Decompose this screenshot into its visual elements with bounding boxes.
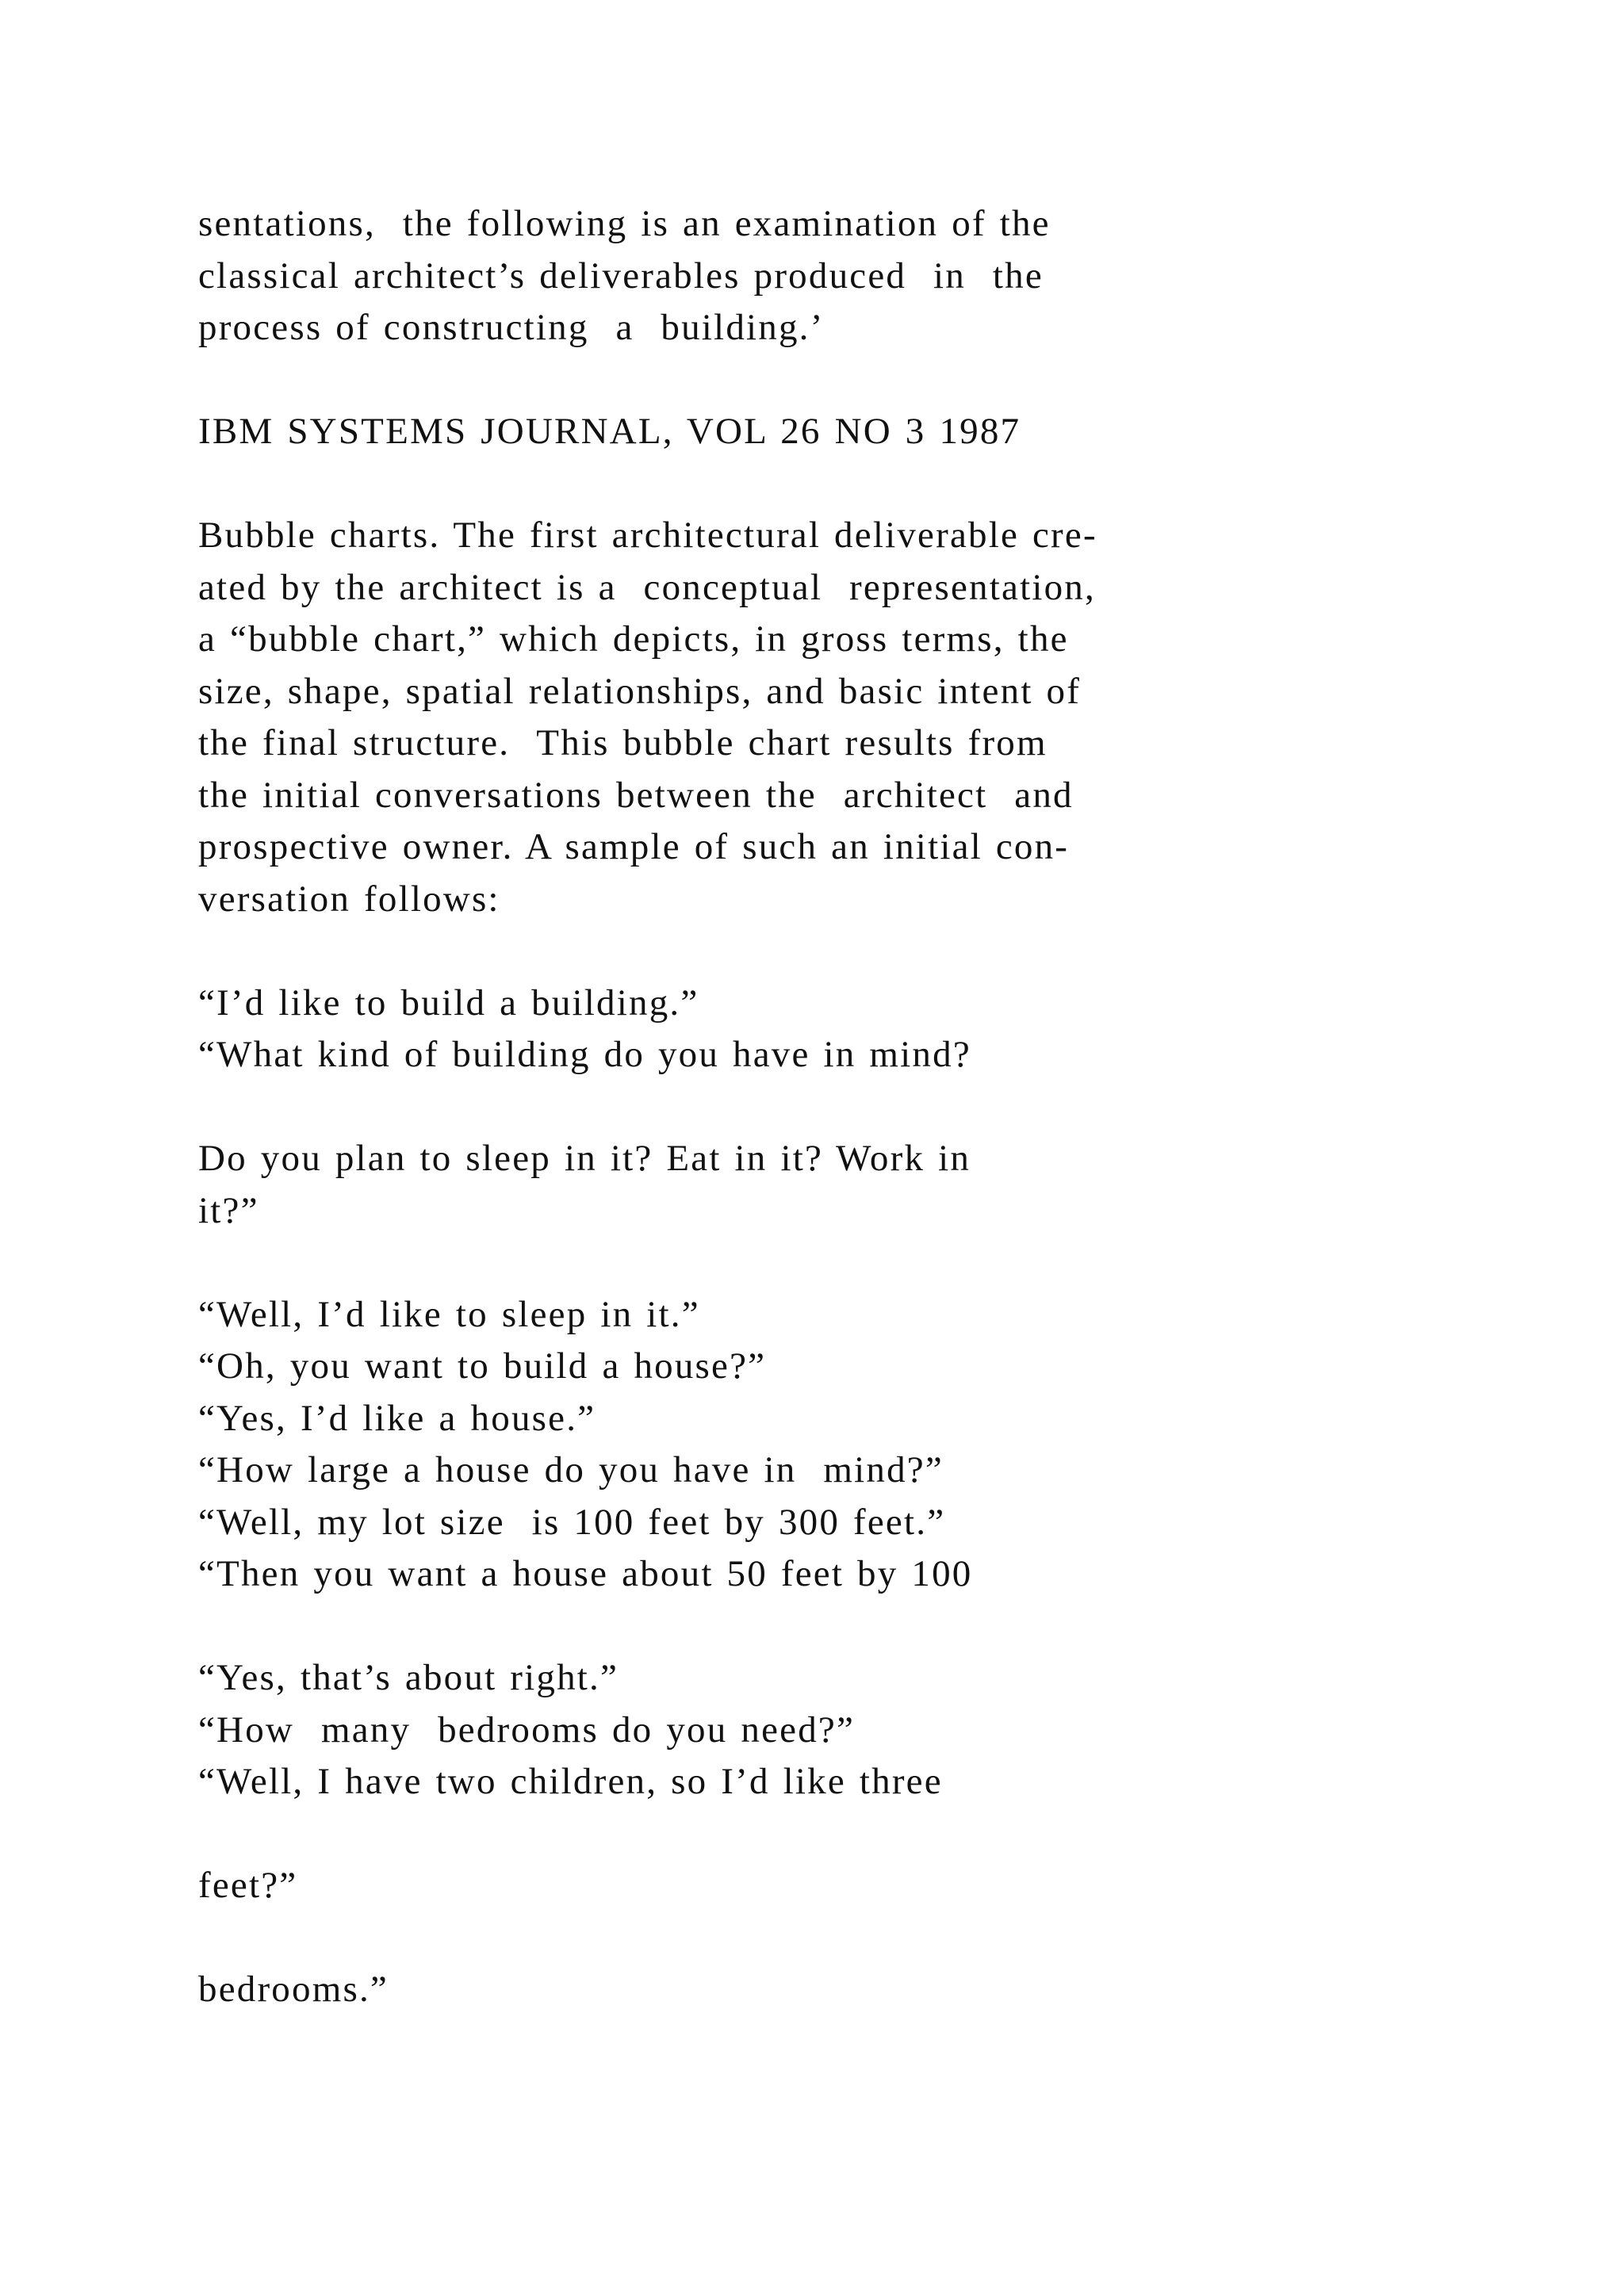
paragraph-gap bbox=[198, 1912, 1546, 1965]
paragraph-gap bbox=[198, 354, 1546, 407]
paragraph-gap bbox=[198, 1081, 1546, 1134]
text-line: the initial conversations between the architect and bbox=[198, 774, 1074, 816]
paragraph-gap bbox=[198, 1237, 1546, 1289]
fragment-bedrooms bbox=[198, 1964, 1546, 2016]
text-line: “Yes, I’d like a house.” bbox=[198, 1397, 596, 1439]
paragraph-gap bbox=[198, 925, 1546, 978]
text-line: “Well, I have two children, so I’d like three bbox=[198, 1761, 943, 1802]
journal-citation bbox=[198, 406, 1546, 458]
text-line: a “bubble chart,” which depicts, in gross terms, the bbox=[198, 618, 1069, 660]
text-line: size, shape, spatial relationships, and basic intent of bbox=[198, 670, 1082, 712]
paragraph-gap bbox=[198, 1601, 1546, 1653]
dialogue-block bbox=[198, 1133, 1546, 1237]
dialogue-block bbox=[198, 978, 1546, 1081]
dialogue-block bbox=[198, 1289, 1546, 1601]
text-line: process of constructing a building.’ bbox=[198, 307, 825, 348]
text-line: the final structure. This bubble chart results from bbox=[198, 722, 1048, 763]
intro-paragraph bbox=[198, 198, 1546, 354]
text-line: Do you plan to sleep in it? Eat in it? Work in bbox=[198, 1138, 971, 1179]
text-line: “How many bedrooms do you need?” bbox=[198, 1709, 856, 1751]
dialogue-block bbox=[198, 1652, 1546, 1808]
text-line: “Well, my lot size is 100 feet by 300 feet.” bbox=[198, 1501, 946, 1543]
text-line: IBM SYSTEMS JOURNAL, VOL 26 NO 3 1987 bbox=[198, 411, 1021, 452]
text-line: prospective owner. A sample of such an initial con- bbox=[198, 826, 1070, 867]
bubble-charts-paragraph bbox=[198, 510, 1546, 925]
text-line: “Then you want a house about 50 feet by 100 bbox=[198, 1553, 973, 1594]
text-line: sentations, the following is an examination of the bbox=[198, 203, 1051, 244]
text-line: it?” bbox=[198, 1189, 259, 1231]
paragraph-gap bbox=[198, 1808, 1546, 1861]
text-line: “How large a house do you have in mind?” bbox=[198, 1449, 944, 1490]
text-line: classical architect’s deliverables produced in the bbox=[198, 254, 1044, 297]
text-line: Bubble charts. The first architectural deliverable cre- bbox=[198, 515, 1097, 556]
text-line: versation follows: bbox=[198, 878, 500, 920]
fragment-feet bbox=[198, 1860, 1546, 1912]
text-line: “I’d like to build a building.” bbox=[198, 982, 699, 1024]
text-line: “Yes, that’s about right.” bbox=[198, 1657, 619, 1698]
text-line: bedrooms.” bbox=[198, 1969, 389, 2010]
document-body bbox=[198, 198, 1546, 2016]
text-line: “Well, I’d like to sleep in it.” bbox=[198, 1293, 700, 1335]
text-line: “What kind of building do you have in mind? bbox=[198, 1034, 971, 1075]
text-line: ated by the architect is a conceptual representation, bbox=[198, 566, 1096, 608]
text-line: “Oh, you want to build a house?” bbox=[198, 1345, 767, 1387]
text-line: feet?” bbox=[198, 1865, 298, 1906]
paragraph-gap bbox=[198, 458, 1546, 511]
